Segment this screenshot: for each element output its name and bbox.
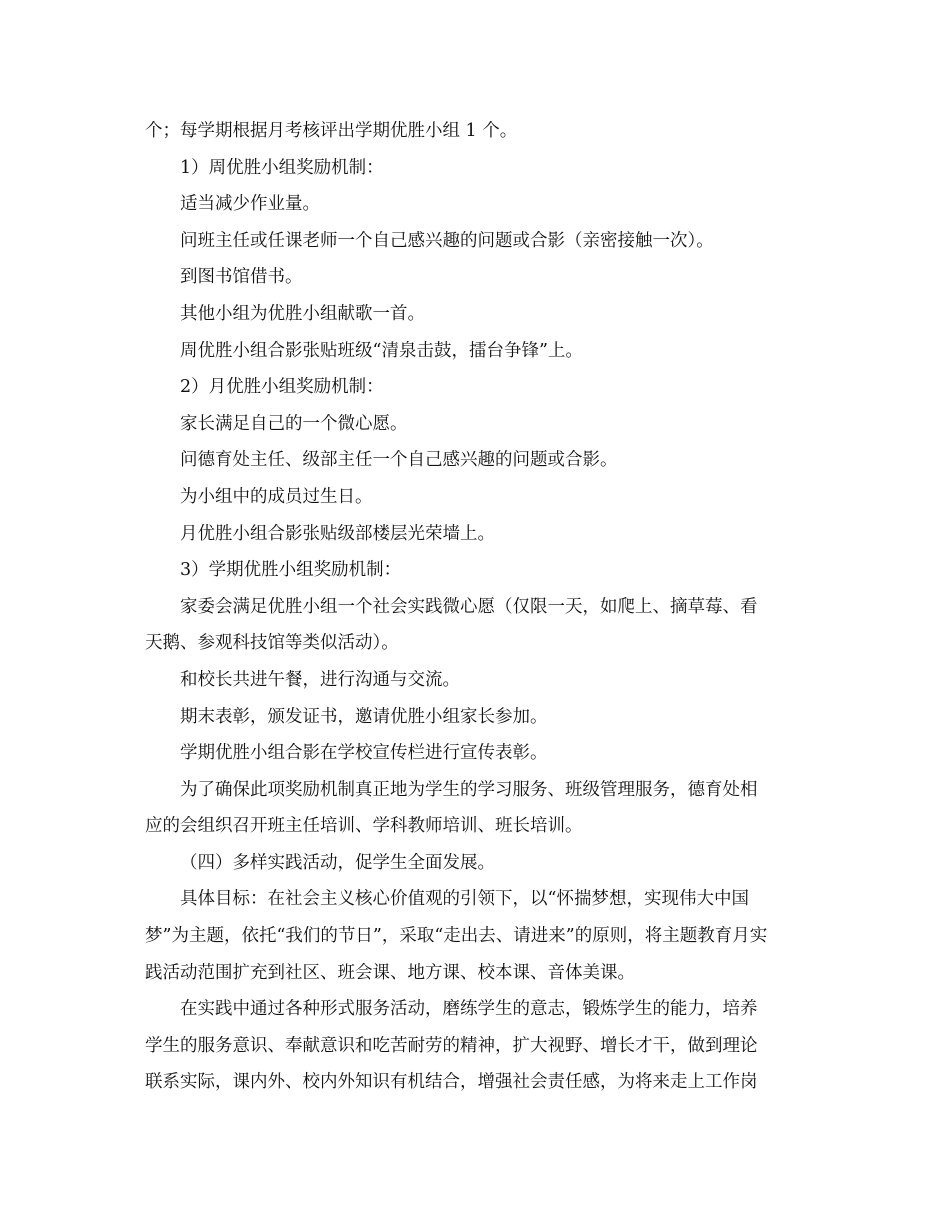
paragraph: 适当减少作业量。 bbox=[180, 194, 320, 215]
paragraph-line: 在实践中通过各种形式服务活动，磨练学生的意志，锻炼学生的能力，培养 bbox=[180, 999, 758, 1020]
paragraph: 学期优胜小组合影在学校宣传栏进行宣传表彰。 bbox=[180, 743, 548, 764]
paragraph: 为小组中的成员过生日。 bbox=[180, 486, 373, 507]
paragraph: 问德育处主任、级部主任一个自己感兴趣的问题或合影。 bbox=[180, 450, 618, 471]
paragraph-line: 联系实际，课内外、校内外知识有机结合，增强社会责任感，为将来走上工作岗 bbox=[145, 1072, 758, 1093]
paragraph-line: 学生的服务意识、奉献意识和吃苦耐劳的精神，扩大视野、增长才干，做到理论 bbox=[145, 1035, 758, 1056]
paragraph-line: 梦”为主题，依托“我们的节日”，采取“走出去、请进来”的原则，将主题教育月实 bbox=[145, 926, 768, 947]
paragraph: 月优胜小组合影张贴级部楼层光荣墙上。 bbox=[180, 523, 495, 544]
paragraph: 期末表彰，颁发证书，邀请优胜小组家长参加。 bbox=[180, 706, 548, 727]
paragraph-line: 践活动范围扩充到社区、班会课、地方课、校本课、音体美课。 bbox=[145, 962, 635, 983]
paragraph: 个；每学期根据月考核评出学期优胜小组 1 个。 bbox=[145, 121, 518, 141]
paragraph-line: 具体目标：在社会主义核心价值观的引领下，以“怀揣梦想，实现伟大中国 bbox=[180, 889, 749, 910]
paragraph: 2）月优胜小组奖励机制： bbox=[180, 377, 384, 398]
paragraph: 和校长共进午餐，进行沟通与交流。 bbox=[180, 669, 460, 690]
paragraph-line: 为了确保此项奖励机制真正地为学生的学习服务、班级管理服务，德育处相 bbox=[180, 779, 758, 800]
paragraph: 其他小组为优胜小组献歌一首。 bbox=[180, 303, 425, 324]
paragraph: （四）多样实践活动，促学生全面发展。 bbox=[180, 852, 495, 873]
paragraph: 周优胜小组合影张贴班级“清泉击鼓，擂台争锋”上。 bbox=[180, 340, 583, 361]
paragraph: 1）周优胜小组奖励机制： bbox=[180, 157, 384, 178]
paragraph: 问班主任或任课老师一个自己感兴趣的问题或合影（亲密接触一次）。 bbox=[180, 230, 714, 251]
paragraph-line: 家委会满足优胜小组一个社会实践微心愿（仅限一天，如爬上、摘草莓、看 bbox=[180, 596, 758, 617]
paragraph: 家长满足自己的一个微心愿。 bbox=[180, 413, 408, 434]
paragraph-line: 应的会组织召开班主任培训、学科教师培训、班长培训。 bbox=[145, 816, 583, 837]
paragraph-line: 天鹅、参观科技馆等类似活动）。 bbox=[145, 633, 399, 654]
document-body bbox=[145, 113, 805, 1101]
paragraph: 3）学期优胜小组奖励机制： bbox=[180, 560, 402, 581]
paragraph: 到图书馆借书。 bbox=[180, 267, 303, 288]
